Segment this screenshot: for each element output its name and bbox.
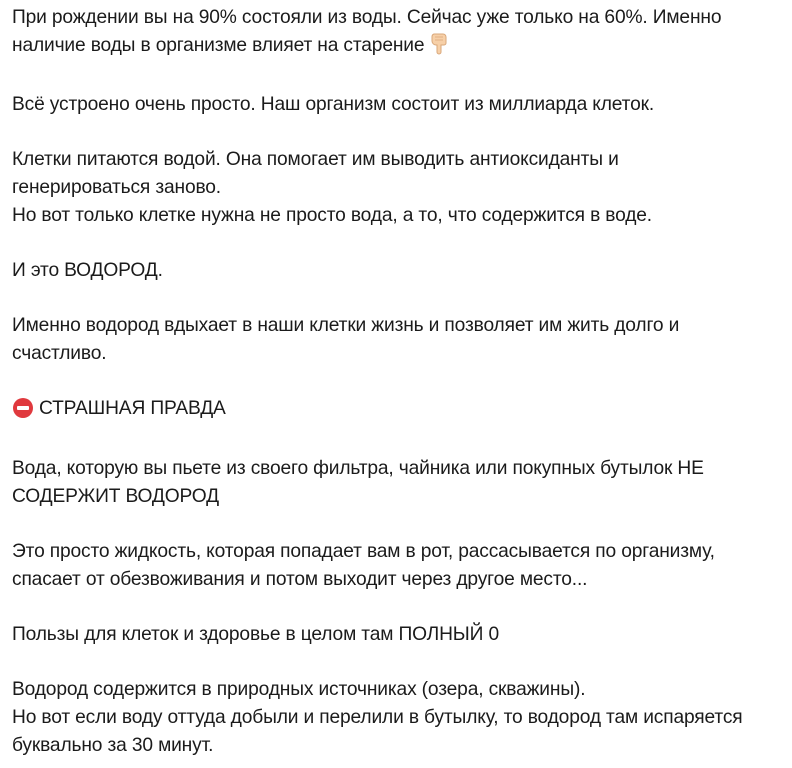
post-body bbox=[12, 4, 784, 760]
text-line: Пользы для клеток и здоровье в целом там ПОЛНЫЙ 0 bbox=[12, 624, 499, 645]
text-line: Но вот если воду оттуда добыли и перелили в бутылку, то водород там испаряется bbox=[12, 707, 743, 728]
paragraph-filter-water bbox=[12, 455, 784, 511]
text-line: генерироваться заново. bbox=[12, 177, 221, 198]
paragraph-cells-feed bbox=[12, 146, 784, 230]
paragraph-gap bbox=[12, 428, 784, 455]
text-line-content: СТРАШНАЯ ПРАВДА bbox=[39, 398, 226, 419]
paragraph-hydrogen-life bbox=[12, 312, 784, 368]
text-line: буквально за 30 минут. bbox=[12, 735, 214, 756]
paragraph-gap bbox=[12, 649, 784, 676]
paragraph-zero-benefit bbox=[12, 621, 784, 649]
paragraph-gap bbox=[12, 64, 784, 91]
paragraph-cells bbox=[12, 91, 784, 119]
text-line: СОДЕРЖИТ ВОДОРОД bbox=[12, 486, 219, 507]
text-line: спасает от обезвоживания и потом выходит через другое место... bbox=[12, 569, 588, 590]
text-line: Водород содержится в природных источниках (озера, скважины). bbox=[12, 679, 586, 700]
text-line: Это просто жидкость, которая попадает вам в рот, рассасывается по организму, bbox=[12, 541, 715, 562]
text-line bbox=[12, 395, 784, 428]
text-line: И это ВОДОРОД. bbox=[12, 260, 163, 281]
text-line bbox=[12, 32, 784, 64]
paragraph-gap bbox=[12, 119, 784, 146]
text-line-content: наличие воды в организме влияет на старение bbox=[12, 35, 425, 56]
text-line: счастливо. bbox=[12, 343, 107, 364]
paragraph-gap bbox=[12, 594, 784, 621]
paragraph-water-percentage bbox=[12, 4, 784, 64]
text-line: Именно водород вдыхает в наши клетки жизнь и позволяет им жить долго и bbox=[12, 315, 680, 336]
hand-pointing-down-icon bbox=[430, 33, 448, 64]
text-line: Клетки питаются водой. Она помогает им выводить антиоксиданты и bbox=[12, 149, 619, 170]
no-entry-icon bbox=[12, 397, 34, 428]
paragraph-gap bbox=[12, 511, 784, 538]
paragraph-hydrogen bbox=[12, 257, 784, 285]
paragraph-gap bbox=[12, 230, 784, 257]
text-line: При рождении вы на 90% состояли из воды. Сейчас уже только на 60%. Именно bbox=[12, 7, 722, 28]
text-line: Вода, которую вы пьете из своего фильтра, чайника или покупных бутылок НЕ bbox=[12, 458, 704, 479]
paragraph-scary-truth-heading bbox=[12, 395, 784, 428]
text-line: Всё устроено очень просто. Наш организм состоит из миллиарда клеток. bbox=[12, 94, 655, 115]
paragraph-gap bbox=[12, 285, 784, 312]
paragraph-gap bbox=[12, 368, 784, 395]
paragraph-natural-sources bbox=[12, 676, 784, 760]
text-line: Но вот только клетке нужна не просто вода, а то, что содержится в воде. bbox=[12, 205, 652, 226]
paragraph-just-liquid bbox=[12, 538, 784, 594]
